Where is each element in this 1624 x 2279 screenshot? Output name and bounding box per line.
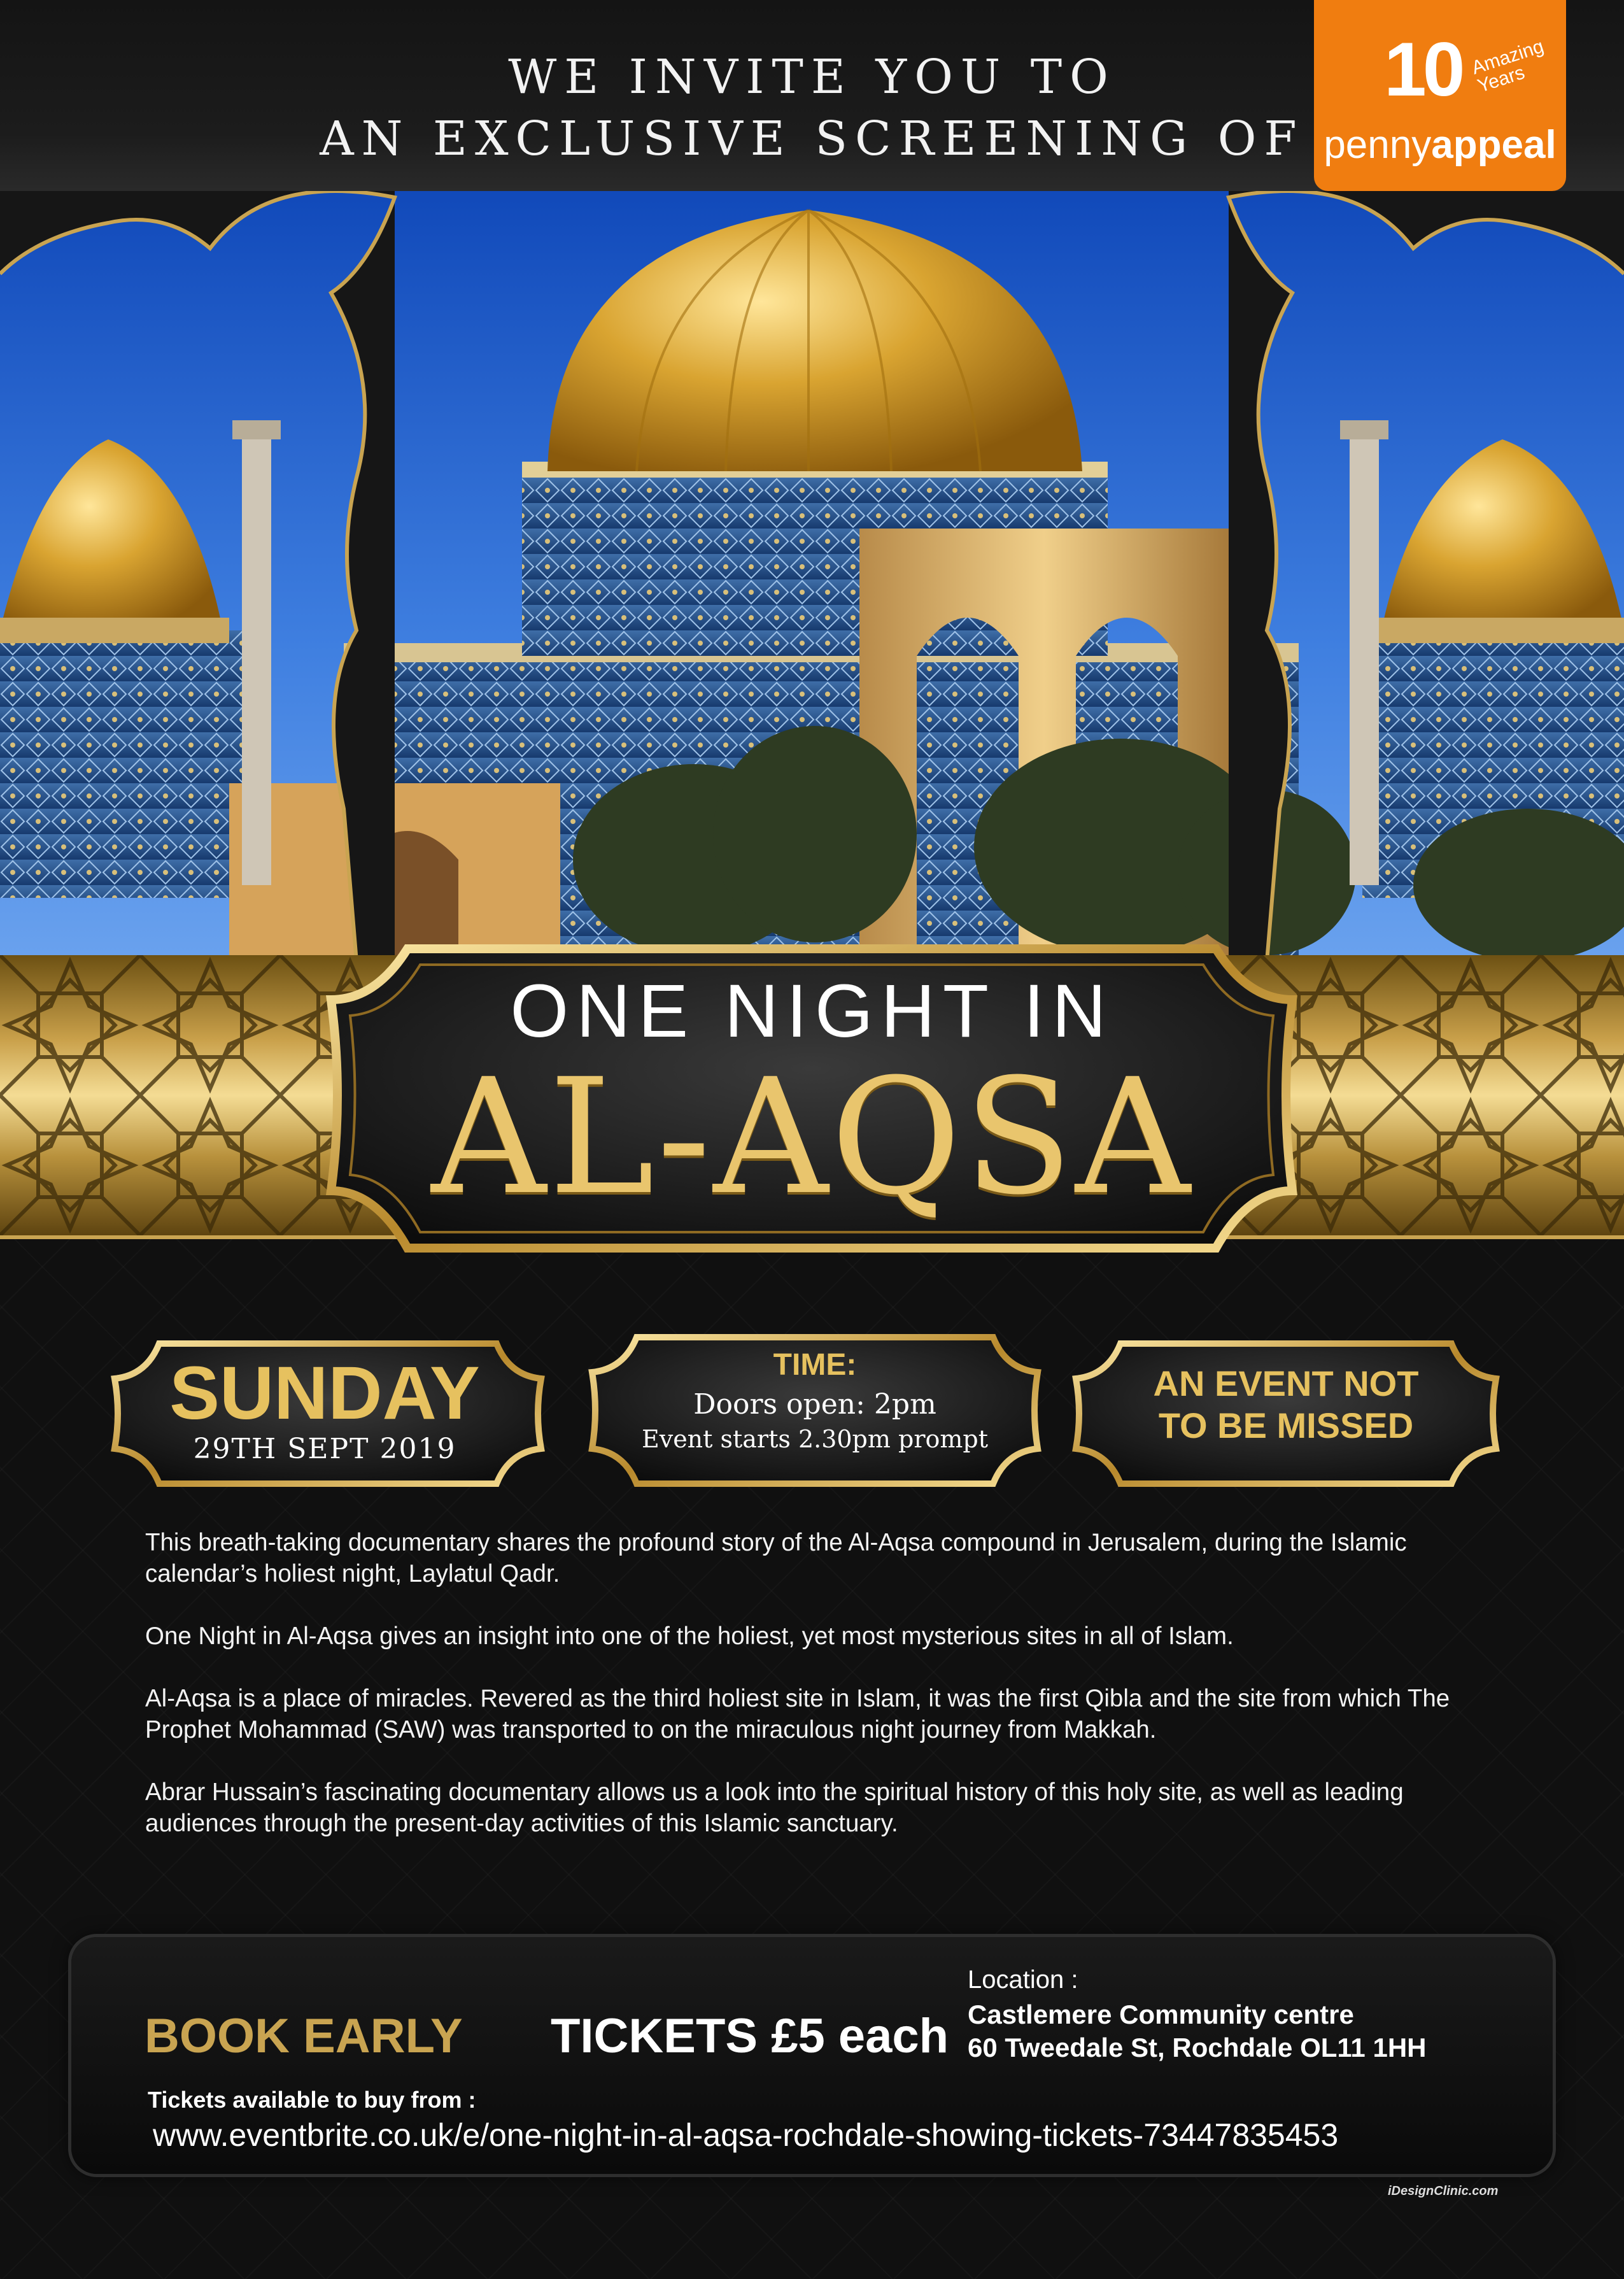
event-day: SUNDAY [169,1351,480,1435]
booking-panel [71,1937,1553,2174]
location-venue: Castlemere Community centre [968,1999,1354,2029]
invite-line-1: WE INVITE YOU TO [508,50,1116,104]
event-start-time: Event starts 2.30pm prompt [641,1425,988,1453]
doors-open-time: Doors open: 2pm [693,1388,936,1421]
logo-word-bold: appeal [1431,123,1557,167]
description-text [145,1527,1476,1870]
invite-line-2: AN EXCLUSIVE SCREENING OF [320,111,1304,166]
logo-word-light: penny [1324,123,1432,167]
description-paragraph-3: Al-Aqsa is a place of miracles. Revered as the third holiest site in Islam, it was the first Qibla and the site from which The Prophet Mohammad (SAW) was transported to on the miraculous night journey from Makkah. [145,1685,1450,1743]
description-paragraph-1: This breath-taking documentary shares the profound story of the Al-Aqsa compound in Jerusalem, during the Islamic calendar’s holiest night, Laylatul Qadr. [145,1529,1407,1587]
logo-anniversary-number: 10 [1384,27,1462,112]
book-early-label: BOOK EARLY [145,2009,463,2063]
title-line-small: ONE NIGHT IN [510,969,1114,1053]
description-paragraph-4: Abrar Hussain’s fascinating documentary allows us a look into the spiritual history of this holy site, as well as leading audiences through the present-day activities of this Islamic sanctuary. [145,1778,1404,1837]
event-date: 29TH SEPT 2019 [193,1433,456,1465]
ticket-url-link[interactable]: www.eventbrite.co.uk/e/one-night-in-al-aqsa-rochdale-showing-tickets-73447835453 [153,2117,1339,2153]
logo-anniversary-tagline: Amazing Years [1469,36,1546,97]
title-line-big: AL-AQSA [431,1044,1193,1230]
designer-credit: iDesignClinic.com [1388,2184,1499,2198]
tickets-available-label: Tickets available to buy from : [148,2087,476,2113]
ticket-price: TICKETS £5 each [551,2009,949,2063]
time-heading: TIME: [773,1348,857,1382]
event-tagline-line-2: TO BE MISSED [1158,1405,1414,1445]
description-paragraph-2: One Night in Al-Aqsa gives an insight into one of the holiest, yet most mysterious sites in all of Islam. [145,1622,1234,1650]
location-address: 60 Tweedale St, Rochdale OL11 1HH [968,2033,1427,2062]
event-tagline-line-1: AN EVENT NOT [1153,1363,1419,1403]
location-label: Location : [968,1966,1078,1994]
